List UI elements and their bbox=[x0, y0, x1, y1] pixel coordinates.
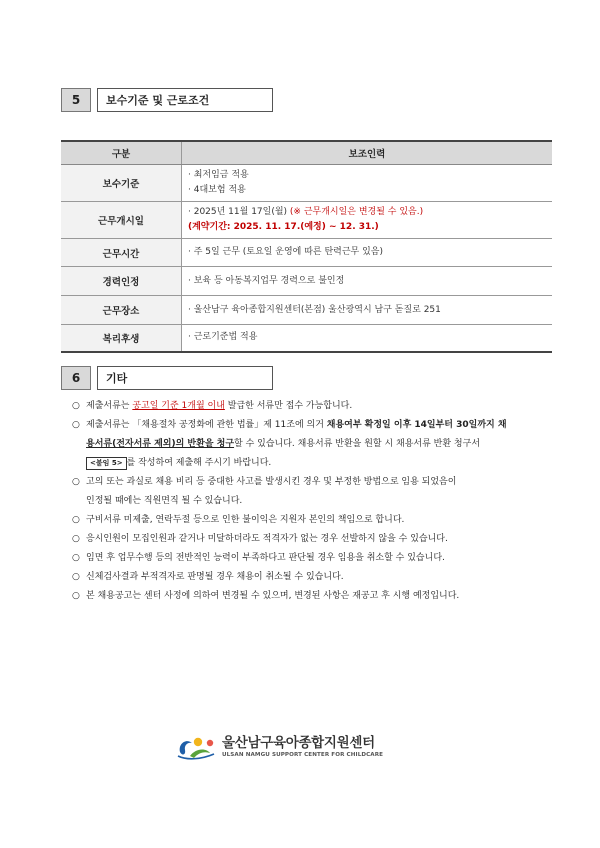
bold-text: 채용여부 확정일 이후 14일부터 30일까지 채 bbox=[326, 420, 507, 430]
row-value bbox=[182, 202, 553, 239]
table-row bbox=[61, 165, 552, 202]
row-label: 복리후생 bbox=[61, 325, 182, 352]
table-row bbox=[61, 239, 552, 267]
list-item: ○ 구비서류 미제출, 연락두절 등으로 인한 불이익은 지원자 본인의 책임으로 합니다. bbox=[72, 511, 542, 530]
row-label: 근무시간 bbox=[61, 239, 182, 267]
text: 제출서류는 bbox=[86, 401, 133, 411]
start-date-note: (※ 근무개시일은 변경될 수 있음.) bbox=[289, 207, 424, 217]
text: 발급한 서류만 접수 가능합니다. bbox=[224, 401, 353, 411]
bold-text: 용서류(전자서류 제외)의 반환을 청구 bbox=[86, 439, 235, 449]
section-5-header bbox=[61, 88, 273, 112]
row-value bbox=[182, 165, 553, 202]
value-line bbox=[188, 205, 546, 220]
row-value: · 주 5일 근무 (토요일 운영에 따른 탄력근무 있음) bbox=[182, 239, 553, 267]
section-title: 기타 bbox=[97, 366, 273, 390]
conditions-table bbox=[61, 140, 552, 353]
section-6-header bbox=[61, 366, 273, 390]
list-item-continuation bbox=[72, 454, 542, 473]
row-label: 근무장소 bbox=[61, 296, 182, 325]
center-logo-icon bbox=[176, 734, 218, 760]
list-item: ○ 응시인원이 모집인원과 같거나 미달하더라도 적격자가 없는 경우 선발하지 않을 수 있습니다. bbox=[72, 530, 542, 549]
attachment-label: <붙임 5> bbox=[86, 457, 127, 470]
footer-text bbox=[222, 735, 383, 759]
list-item: ○ 신체검사결과 부적격자로 판명될 경우 채용이 취소될 수 있습니다. bbox=[72, 568, 542, 587]
column-header: 보조인력 bbox=[182, 141, 553, 165]
footer-logo bbox=[176, 734, 383, 760]
row-value: · 보육 등 아동복지업무 경력으로 불인정 bbox=[182, 267, 553, 296]
center-name-korean: 울산남구육아종합지원센터 bbox=[222, 735, 375, 751]
list-item: ○ 임면 후 업무수행 등의 전반적인 능력이 부족하다고 판단될 경우 임용을 취소할 수 있습니다. bbox=[72, 549, 542, 568]
highlight-text: 공고일 기준 1개월 이내 bbox=[132, 401, 225, 411]
row-label: 근무개시일 bbox=[61, 202, 182, 239]
row-label: 보수기준 bbox=[61, 165, 182, 202]
value-line: · 4대보험 적용 bbox=[188, 185, 246, 195]
section-number: 6 bbox=[61, 366, 91, 390]
center-name-english: ULSAN NAMGU SUPPORT CENTER FOR CHILDCARE bbox=[222, 752, 384, 758]
start-date: · 2025년 11월 17일(월) bbox=[188, 207, 290, 217]
list-item bbox=[72, 397, 542, 416]
table-row bbox=[61, 267, 552, 296]
list-item-continuation: 인정될 때에는 직원면직 될 수 있습니다. bbox=[86, 496, 243, 506]
text: 제출서류는 「채용절차 공정화에 관한 법률」제 11조에 의거 bbox=[86, 420, 327, 430]
value-line: · 최저임금 적용 bbox=[188, 170, 249, 180]
row-value: · 울산남구 육아종합지원센터(본점) 울산광역시 남구 돋질로 251 bbox=[182, 296, 553, 325]
list-item-continuation bbox=[72, 435, 542, 454]
table-header-row bbox=[61, 141, 552, 165]
list-item bbox=[72, 416, 542, 435]
section-number: 5 bbox=[61, 88, 91, 112]
section-title: 보수기준 및 근로조건 bbox=[97, 88, 273, 112]
list-item: ○ 고의 또는 과실로 채용 비리 등 중대한 사고를 발생시킨 경우 및 부정한 방법으로 임용 되었음이 bbox=[72, 473, 542, 492]
table-row bbox=[61, 325, 552, 352]
table-row bbox=[61, 296, 552, 325]
contract-period: (계약기간: 2025. 11. 17.(예정) ~ 12. 31.) bbox=[188, 222, 379, 232]
column-header: 구분 bbox=[61, 141, 182, 165]
text: 를 작성하여 제출해 주시기 바랍니다. bbox=[126, 458, 272, 468]
text: 할 수 있습니다. 채용서류 반환을 원할 시 채용서류 반환 청구서 bbox=[234, 439, 481, 449]
etc-list bbox=[72, 397, 542, 606]
table-row bbox=[61, 202, 552, 239]
row-label: 경력인정 bbox=[61, 267, 182, 296]
list-item: ○ 본 채용공고는 센터 사정에 의하여 변경될 수 있으며, 변경된 사항은 재공고 후 시행 예정입니다. bbox=[72, 587, 542, 606]
row-value: · 근로기준법 적용 bbox=[182, 325, 553, 352]
